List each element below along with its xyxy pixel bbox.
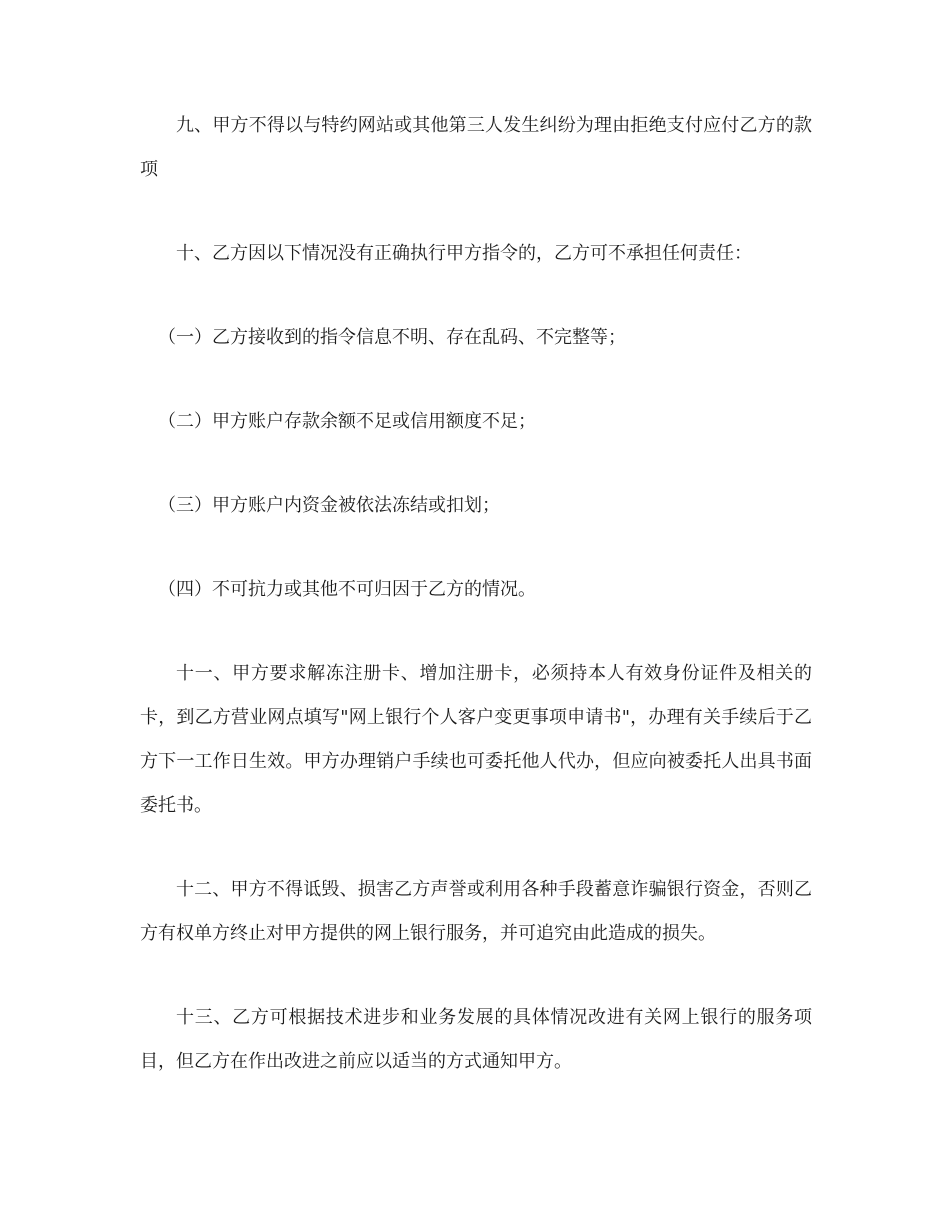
clause-13: 十三、乙方可根据技术进步和业务发展的具体情况改进有关网上银行的服务项目，但乙方在作出改进之前应以适当的方式通知甲方。 (140, 1007, 812, 1072)
paragraph-gap (140, 444, 812, 484)
clause-10: 十、乙方因以下情况没有正确执行甲方指令的，乙方可不承担任何责任： (176, 243, 752, 264)
paragraph-gap (140, 276, 812, 316)
paragraph-gap (140, 192, 812, 232)
clause-10-item-3: （三）甲方账户内资金被依法冻结或扣划； (158, 495, 500, 516)
paragraph-gap (140, 828, 812, 868)
clause-12: 十二、甲方不得诋毁、损害乙方声誉或利用各种手段蓄意诈骗银行资金，否则乙方有权单方终止对甲方提供的网上银行服务，并可追究由此造成的损失。 (140, 879, 812, 944)
clause-10-item-4: （四）不可抗力或其他不可归因于乙方的情况。 (158, 579, 536, 600)
paragraph-gap (140, 528, 812, 568)
clause-11: 十一、甲方要求解冻注册卡、增加注册卡，必须持本人有效身份证件及相关的卡，到乙方营业网点填写"网上银行个人客户变更事项申请书"，办理有关手续后于乙方下一工作日生效。甲方办理销户手续也可委托他人代办，但应向被委托人出具书面委托书。 (140, 663, 812, 816)
paragraph-gap (140, 612, 812, 652)
clause-9: 九、甲方不得以与特约网站或其他第三人发生纠纷为理由拒绝支付应付乙方的款项 (140, 115, 812, 180)
paragraph-gap (140, 360, 812, 400)
clause-10-item-1: （一）乙方接收到的指令信息不明、存在乱码、不完整等； (158, 327, 626, 348)
paragraph-gap (140, 956, 812, 996)
document-body (140, 104, 812, 1084)
clause-10-item-2: （二）甲方账户存款余额不足或信用额度不足； (158, 411, 536, 432)
